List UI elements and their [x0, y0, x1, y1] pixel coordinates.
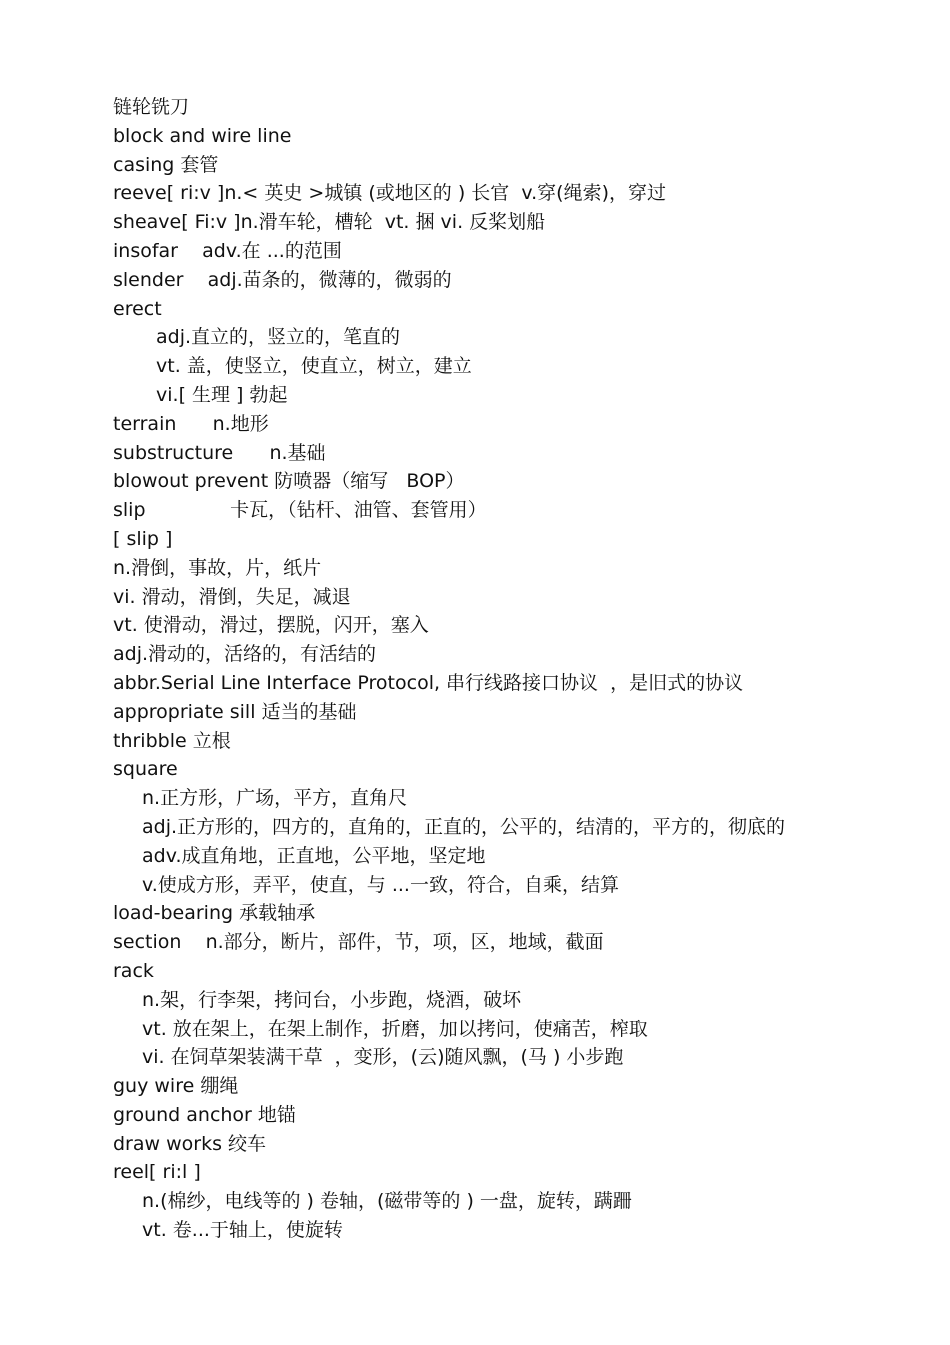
text-line: sheave[ Fi:v ]n.滑车轮，槽轮 vt. 捆 vi. 反桨划船 — [113, 211, 546, 234]
vocabulary-list — [113, 93, 913, 1245]
text-line: vi. 滑动，滑倒，失足，减退 — [113, 585, 351, 608]
text-line: appropriate sill 适当的基础 — [113, 700, 357, 723]
text-line: load-bearing 承载轴承 — [113, 902, 316, 925]
text-line: vt. 使滑动，滑过，摆脱，闪开，塞入 — [113, 614, 429, 637]
text-line: reeve[ ri:v ]n.< 英史 >城镇 (或地区的 ) 长官 v.穿(绳索)，穿过 — [113, 182, 667, 205]
text-line: reel[ ri:l ] — [113, 1161, 201, 1184]
text-line: abbr.Serial Line Interface Protocol, 串行线路接口协议 ，是旧式的协议 — [113, 671, 744, 694]
text-line: vt. 放在架上，在架上制作，折磨，加以拷问，使痛苦，榨取 — [142, 1017, 648, 1040]
text-line: casing 套管 — [113, 153, 219, 176]
text-line: n.滑倒，事故，片，纸片 — [113, 556, 322, 579]
text-line: rack — [113, 959, 154, 982]
text-line: terrain n.地形 — [113, 412, 269, 435]
text-line: vt. 卷...于轴上，使旋转 — [142, 1219, 343, 1242]
text-line: guy wire 绷绳 — [113, 1075, 239, 1098]
text-line: slip 卡瓦，（钻杆、油管、套管用） — [113, 499, 487, 522]
text-line: n.(棉纱，电线等的 ) 卷轴，(磁带等的 ) 一盘，旋转，蹒跚 — [142, 1190, 632, 1213]
text-line: draw works 绞车 — [113, 1132, 267, 1155]
text-line: adj.正方形的，四方的，直角的，正直的，公平的，结清的，平方的，彻底的 — [142, 815, 786, 838]
text-line: blowout prevent 防喷器（缩写 BOP） — [113, 470, 465, 493]
text-line: block and wire line — [113, 124, 292, 147]
text-line: adj.直立的，竖立的，笔直的 — [156, 326, 401, 349]
text-line: insofar adv.在 ...的范围 — [113, 239, 342, 262]
text-line: n.正方形，广场，平方，直角尺 — [142, 787, 408, 810]
text-line: v.使成方形，弄平，使直，与 ...一致，符合，自乘，结算 — [142, 873, 619, 896]
text-line: vi.[ 生理 ] 勃起 — [156, 383, 288, 406]
text-line: square — [113, 758, 178, 781]
text-line: adv.成直角地，正直地，公平地，坚定地 — [142, 844, 486, 867]
text-line: n.架，行李架，拷问台，小步跑，烧酒，破坏 — [142, 988, 522, 1011]
text-line: vt. 盖，使竖立，使直立，树立，建立 — [156, 355, 472, 378]
text-line: substructure n.基础 — [113, 441, 326, 464]
text-line: 链轮铣刀 — [113, 96, 190, 118]
text-line: erect — [113, 297, 162, 320]
text-line: adj.滑动的，活络的，有活结的 — [113, 643, 377, 666]
text-line: slender adj.苗条的，微薄的，微弱的 — [113, 268, 452, 291]
text-line: [ slip ] — [113, 527, 173, 550]
text-line: vi. 在饲草架装满干草 ，变形，(云)随风飘，(马 ) 小步跑 — [142, 1046, 624, 1069]
text-line: thribble 立根 — [113, 729, 231, 752]
text-line: ground anchor 地锚 — [113, 1103, 296, 1126]
text-line: section n.部分，断片，部件，节，项，区，地域，截面 — [113, 931, 604, 954]
